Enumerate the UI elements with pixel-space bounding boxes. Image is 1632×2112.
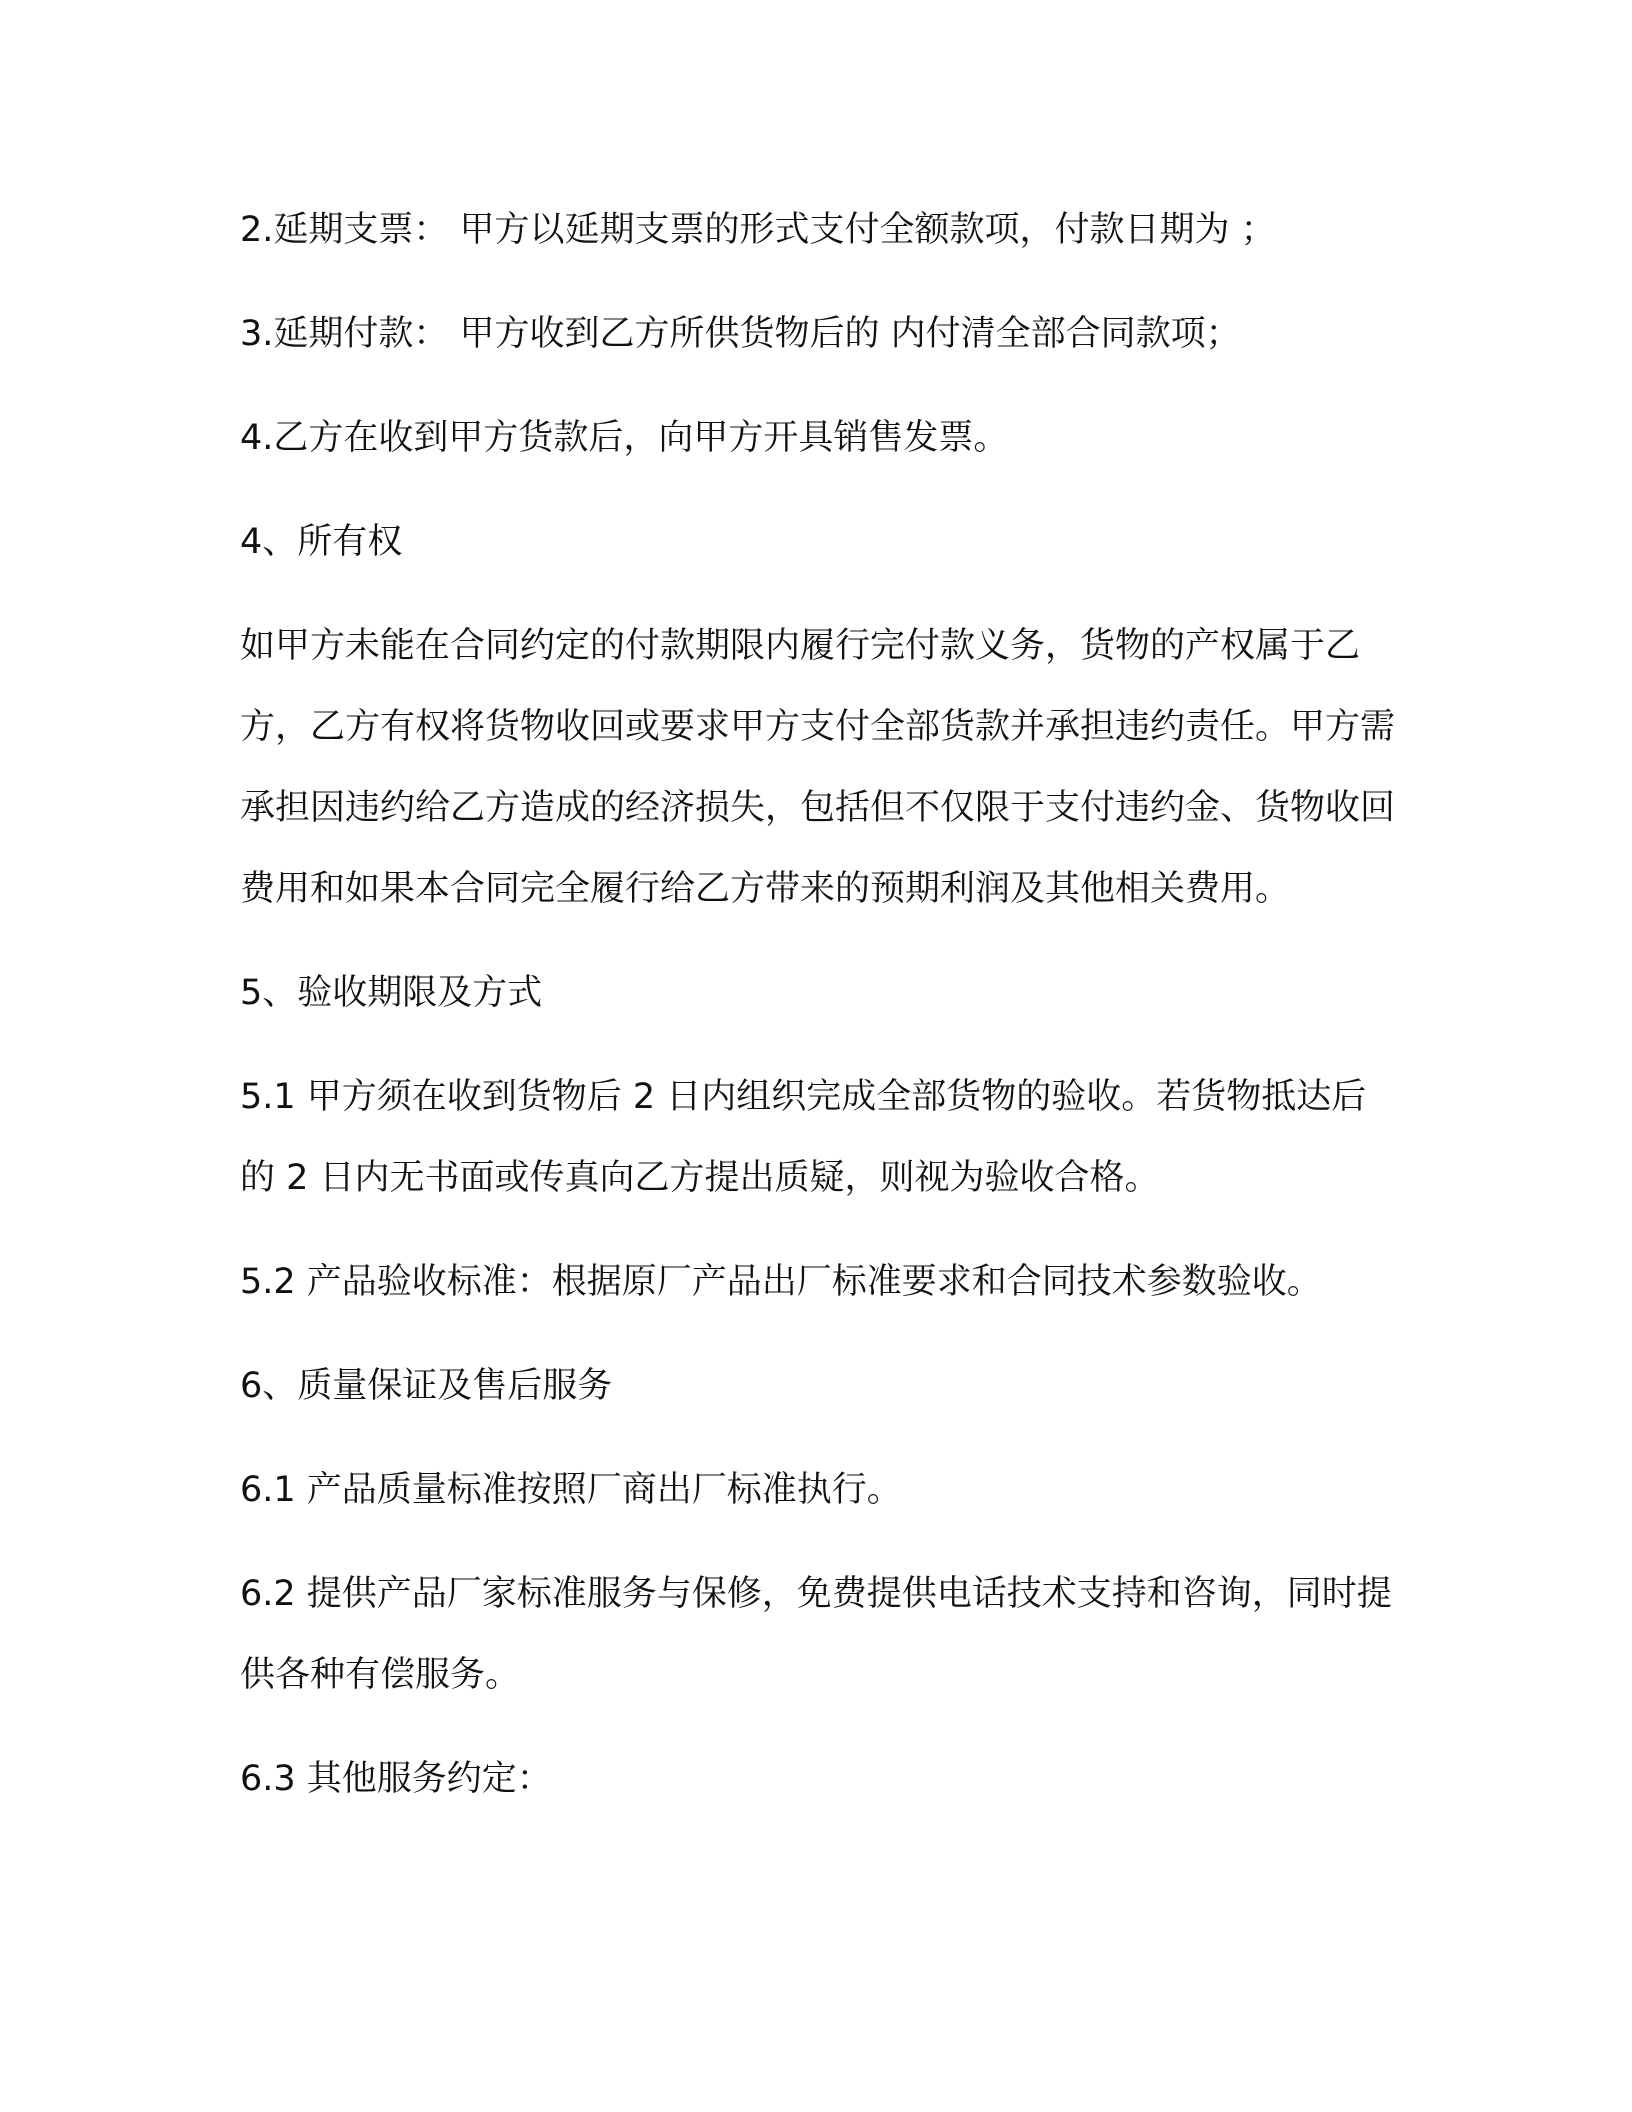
heading-quality-service: 6、质量保证及售后服务: [240, 1366, 613, 1406]
document-page: [240, 190, 1400, 1820]
clause-warranty-service: 6.2 提供产品厂家标准服务与保修，免费提供电话技术支持和咨询，同时提供各种有偿服务。: [240, 1574, 1392, 1695]
clause-invoice: 4.乙方在收到甲方货款后，向甲方开具销售发票。: [240, 418, 1009, 458]
clause-other-services: 6.3 其他服务约定：: [240, 1759, 552, 1799]
clause-ownership-body: 如甲方未能在合同约定的付款期限内履行完付款义务，货物的产权属于乙方，乙方有权将货物收回或要求甲方支付全部货款并承担违约责任。甲方需承担因违约给乙方造成的经济损失，包括但不仅限于支付违约金、货物收回费用和如果本合同完全履行给乙方带来的预期利润及其他相关费用。: [240, 626, 1396, 909]
clause-quality-standard: 6.1 产品质量标准按照厂商出厂标准执行。: [240, 1470, 902, 1510]
heading-acceptance: 5、验收期限及方式: [240, 973, 543, 1013]
clause-deferred-payment: 3.延期付款： 甲方收到乙方所供货物后的 内付清全部合同款项；: [240, 314, 1241, 354]
clause-deferred-cheque: 2.延期支票： 甲方以延期支票的形式支付全额款项，付款日期为 ；: [240, 210, 1276, 250]
clause-acceptance-period: 5.1 甲方须在收到货物后 2 日内组织完成全部货物的验收。若货物抵达后的 2 日内无书面或传真向乙方提出质疑，则视为验收合格。: [240, 1077, 1367, 1198]
clause-acceptance-standard: 5.2 产品验收标准：根据原厂产品出厂标准要求和合同技术参数验收。: [240, 1262, 1322, 1302]
heading-ownership: 4、所有权: [240, 522, 403, 562]
